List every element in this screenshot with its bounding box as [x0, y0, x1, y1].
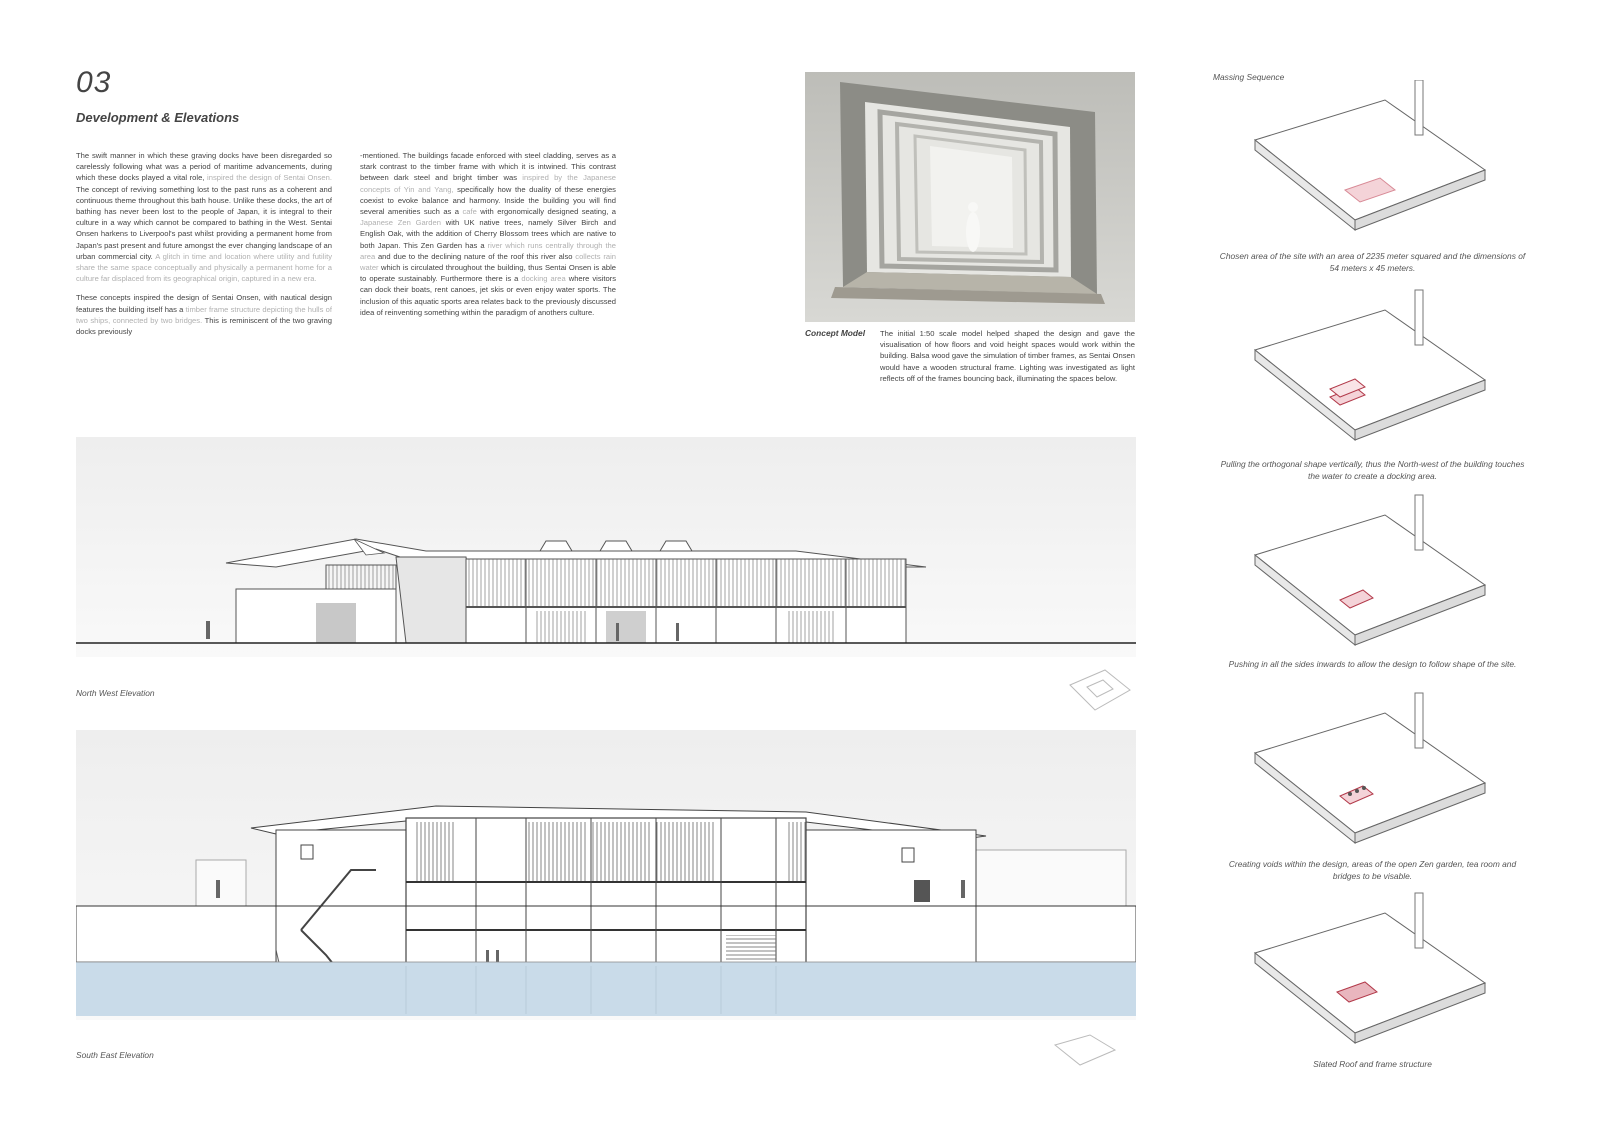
paragraph-1: The swift manner in which these graving docks have been disregarded so carelessly following what was a period of maritime advancements, during which these docks played a vital role, inspired the design of Sentai Onsen. The concept of reviving something lost to the past runs as a coherent and continuous theme throughout this bath house. Unlike these docks, the art of bathing has never been lost to the people of Japan, it is integral to their culture in a way which cannot be compared to bathing in the West. Sentai Onsen harkens to Liverpool's past whilst providing a permanent home from Japan's past present and future amongst the ever changing landscape of an urban commercial city. A glitch in time and location where utility and futility share the same space conceptually and physically a permanent home for a culture far displaced from its geographical origin, captured in a new era. [76, 151, 332, 284]
concept-model-photo [805, 72, 1135, 322]
massing-caption-4: Creating voids within the design, areas of the open Zen garden, tea room and bridges to be visable. [1228, 859, 1517, 881]
massing-heading: Massing Sequence [1213, 72, 1285, 82]
massing-diagram-4 [1245, 688, 1500, 858]
massing-diagram-2 [1245, 285, 1500, 455]
massing-caption-3: Pushing in all the sides inwards to allow the design to follow shape of the site. [1228, 659, 1517, 669]
elevation-key-icon [1065, 665, 1135, 715]
body-text-column-1 [76, 150, 332, 345]
north-west-elevation-caption: North West Elevation [76, 688, 155, 698]
elevation-key-icon-2 [1050, 1030, 1120, 1070]
paragraph-3: -mentioned. The buildings facade enforced with steel cladding, serves as a stark contrast to the timber frame with which it is intwined. This contrast between dark steel and bright timber was inspired by the Japanese concepts of Yin and Yang, specifically how the duality of these energies coexist to evoke balance and harmony. Inside the building you will find several amenities such as a cafe with ergonomically designed seating, a Japanese Zen Garden with UK native trees, namely Silver Birch and English Oak, with the addition of Cherry Blossom trees which are native to both Japan. This Zen Garden has a river which runs centrally through the area and due to the declining nature of the roof this river also collects rain water which is circulated throughout the building, thus Sentai Onsen is able to operate sustainably. Furthermore there is a docking area where visitors can dock their boats, rent canoes, jet skis or even enjoy water sports. The inclusion of this aquatic sports area relates back to the previously discussed idea of reinventing something within the paradigm of anothers culture. [360, 151, 617, 317]
concept-model-text: The initial 1:50 scale model helped shaped the design and gave the visualisation of how floors and void height spaces would work within the building. Balsa wood gave the simulation of timber frames, as Sentai Onsen would have a wooden structural frame. Lighting was investigated as light reflects off of the frames bouncing back, illuminating the spaces below. [880, 329, 1135, 383]
massing-caption-2: Pulling the orthogonal shape vertically, thus the North-west of the building touches the water to create a docking area. [1220, 459, 1525, 481]
massing-diagram-3 [1245, 490, 1500, 660]
north-west-elevation-drawing [76, 437, 1136, 657]
south-east-elevation-caption: South East Elevation [76, 1050, 154, 1060]
massing-caption-5: Slated Roof and frame structure [1313, 1059, 1432, 1069]
massing-caption-1: Chosen area of the site with an area of 2235 meter squared and the dimensions of 54 meters x 45 meters. [1219, 251, 1526, 273]
massing-diagram-5 [1245, 888, 1500, 1058]
paragraph-2: These concepts inspired the design of Sentai Onsen, with nautical design features the building itself has a timber frame structure depicting the hulls of two ships, connected by two bridges. This is reminiscent of the two graving docks previously [76, 293, 332, 337]
south-east-elevation-drawing [76, 730, 1136, 1020]
section-number: 03 [76, 66, 112, 99]
massing-diagram-1 [1245, 80, 1500, 240]
concept-model-label: Concept Model [805, 328, 866, 338]
section-title: Development & Elevations [76, 110, 240, 125]
body-text-column-2 [360, 150, 616, 326]
